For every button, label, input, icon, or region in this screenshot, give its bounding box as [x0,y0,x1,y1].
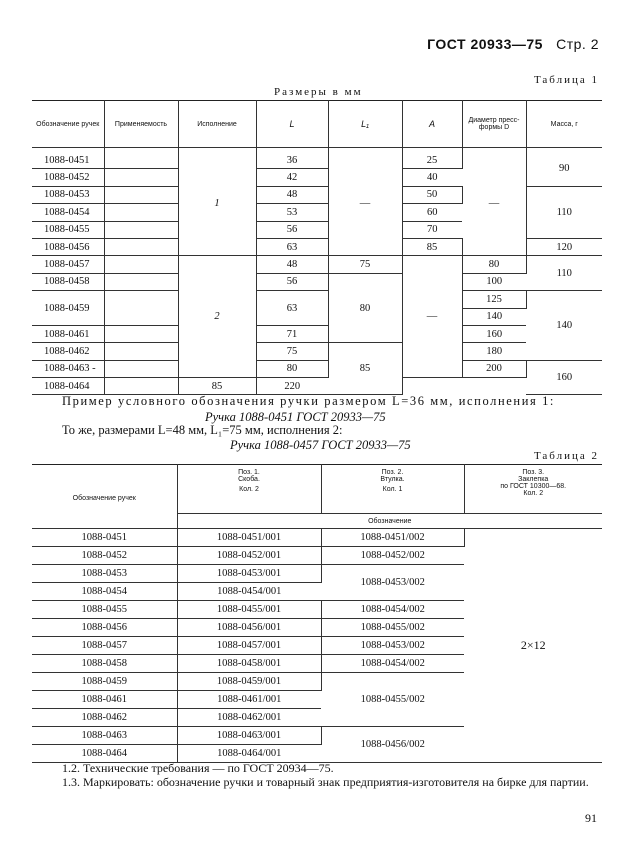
table-row-designation: 1088-0458 [32,273,104,290]
col-header: Масса, г [526,101,602,148]
a-cell: 50 [402,186,462,203]
header-line: Заклепка [518,476,549,483]
table-row-designation: 1088-0451 [32,152,104,169]
col-header: Обозначение ручек [32,101,104,148]
header-line: Поз. 1. [238,469,260,476]
mass-cell: 110 [526,186,602,238]
table-2 [32,464,602,763]
pos2-cell: 1088-0455/002 [321,619,464,637]
d-cell: — [462,152,526,256]
d-cell: 220 [256,378,328,395]
l-cell: 56 [256,273,328,290]
table-1 [32,100,602,395]
pos2-cell: 1088-0452/002 [321,547,464,565]
page-number: 91 [585,811,597,825]
pos1-cell: 1088-0453/001 [177,565,321,583]
header-line: Кол. 2 [523,490,544,497]
col-header: Диаметр пресс-формы D [462,101,526,148]
d-cell: 125 [462,291,526,308]
table-row: 1088-0453 [32,565,177,583]
col-header-pos3 [464,465,602,514]
pos1-cell: 1088-0456/001 [177,619,321,637]
header-line: Поз. 3. [522,469,545,476]
pos2-cell: 1088-0453/002 [321,565,464,601]
table1-caption: Таблица 1 [533,74,599,86]
table-row: 1088-0452 [32,547,177,565]
col-header: Обозначение ручек [32,465,177,529]
pos2-cell: 1088-0456/002 [321,727,464,763]
pos3-cell: 2×12 [464,529,602,763]
exec-cell: 2 [178,256,256,378]
table1-group-caption: Размеры в мм [274,86,363,98]
a-cell: 40 [402,169,462,186]
d-cell: 180 [462,343,526,360]
table-row-designation: 1088-0457 [32,256,104,273]
header-line: Поз. 2. [381,469,404,476]
mass-cell: 110 [526,256,602,291]
table-row: 1088-0456 [32,619,177,637]
d-cell: 160 [462,325,526,342]
table-row: 1088-0455 [32,601,177,619]
header-line: Кол. 1 [382,486,403,493]
col-header: A [402,101,462,148]
table-row-designation: 1088-0462 [32,343,104,360]
table-row: 1088-0461 [32,691,177,709]
l-cell: 48 [256,186,328,203]
header-line: Скоба. [238,476,260,483]
l-cell: 53 [256,204,328,221]
col-header: L₁ [328,101,402,148]
l-cell: 75 [256,343,328,360]
col-header: Применяемость [104,101,178,148]
paragraph-1-3: 1.3. Маркировать: обозначение ручки и товарный знак предприятия-изготовителя на бирке для партии. [62,775,589,789]
l1-cell: 80 [328,273,402,343]
pos1-cell: 1088-0457/001 [177,637,321,655]
paragraph-1-2: 1.2. Технические требования — по ГОСТ 20934—75. [62,761,334,775]
pos2-cell: 1088-0455/002 [321,673,464,727]
a-cell: — [402,256,462,378]
l-cell: 80 [256,360,328,377]
pos2-cell: 1088-0454/002 [321,601,464,619]
gost-number: ГОСТ 20933—75 [427,36,543,52]
example-line-3: То же, размерами L=48 мм, L₁=75 мм, исполнения 2: [62,423,343,437]
table-row: 1088-0458 [32,655,177,673]
example-line-4: Ручка 1088-0457 ГОСТ 20933—75 [230,438,411,452]
l1-cell: 85 [328,343,402,395]
mass-cell: 140 [526,291,602,361]
table-row-designation: 1088-0454 [32,204,104,221]
d-cell: 140 [462,308,526,325]
table-row-designation: 1088-0456 [32,238,104,255]
mass-cell: 120 [526,238,602,255]
exec-cell: 1 [178,152,256,256]
pos2-cell: 1088-0453/002 [321,637,464,655]
col-header-pos1 [177,465,321,514]
pos1-cell: 1088-0454/001 [177,583,321,601]
table-row: 1088-0459 [32,673,177,691]
table-row: 1088-0463 [32,727,177,745]
l-cell: 36 [256,152,328,169]
pos1-cell: 1088-0452/001 [177,547,321,565]
table-row: 1088-0462 [32,709,177,727]
col-header-pos2 [321,465,464,514]
l1-cell: — [328,152,402,256]
pos1-cell: 1088-0458/001 [177,655,321,673]
table-row: 1088-0464 [32,745,177,763]
table-row-designation: 1088-0453 [32,186,104,203]
a-cell: 60 [402,204,462,221]
a-cell: 25 [402,152,462,169]
pos1-cell: 1088-0461/001 [177,691,321,709]
header-line: Кол. 2 [239,486,259,493]
a-cell: 70 [402,221,462,238]
table-row-designation: 1088-0452 [32,169,104,186]
table-row: 1088-0457 [32,637,177,655]
table2-caption: Таблица 2 [533,450,599,462]
pos2-cell: 1088-0451/002 [321,529,464,547]
table-row-designation: 1088-0463 - [32,360,104,377]
header-line: по ГОСТ 10300—68. [500,483,567,490]
example-line-2: Ручка 1088-0451 ГОСТ 20933—75 [205,410,386,424]
d-cell: 200 [462,360,526,377]
mass-cell: 160 [526,360,602,395]
l-cell: 48 [256,256,328,273]
sub-header: Обозначение [177,514,602,529]
pos1-cell: 1088-0464/001 [177,745,321,763]
table-row-designation: 1088-0459 [32,291,104,326]
l-cell: 56 [256,221,328,238]
d-cell: 80 [462,256,526,273]
pos1-cell: 1088-0463/001 [177,727,321,745]
l-cell: 63 [256,238,328,255]
table-row: 1088-0451 [32,529,177,547]
l1-cell: 75 [328,256,402,273]
col-header: Исполнение [178,101,256,148]
l-cell: 85 [178,378,256,395]
col-header: L [256,101,328,148]
l-cell: 71 [256,325,328,342]
pos2-cell: 1088-0454/002 [321,655,464,673]
table-row-designation: 1088-0461 [32,325,104,342]
l-cell: 42 [256,169,328,186]
pos1-cell: 1088-0451/001 [177,529,321,547]
page-label: Стр. 2 [556,36,599,52]
pos1-cell: 1088-0455/001 [177,601,321,619]
header-line: Втулка. [380,476,405,483]
table-row-designation: 1088-0455 [32,221,104,238]
pos1-cell: 1088-0462/001 [177,709,321,727]
page-header [427,36,599,52]
mass-cell: 90 [526,152,602,186]
table-row-designation: 1088-0464 [32,378,104,395]
pos1-cell: 1088-0459/001 [177,673,321,691]
a-cell: 85 [402,238,462,255]
l-cell: 63 [256,291,328,326]
table-row: 1088-0454 [32,583,177,601]
example-line-1: Пример условного обозначения ручки размером L=36 мм, исполнения 1: [62,394,556,408]
d-cell: 100 [462,273,526,290]
